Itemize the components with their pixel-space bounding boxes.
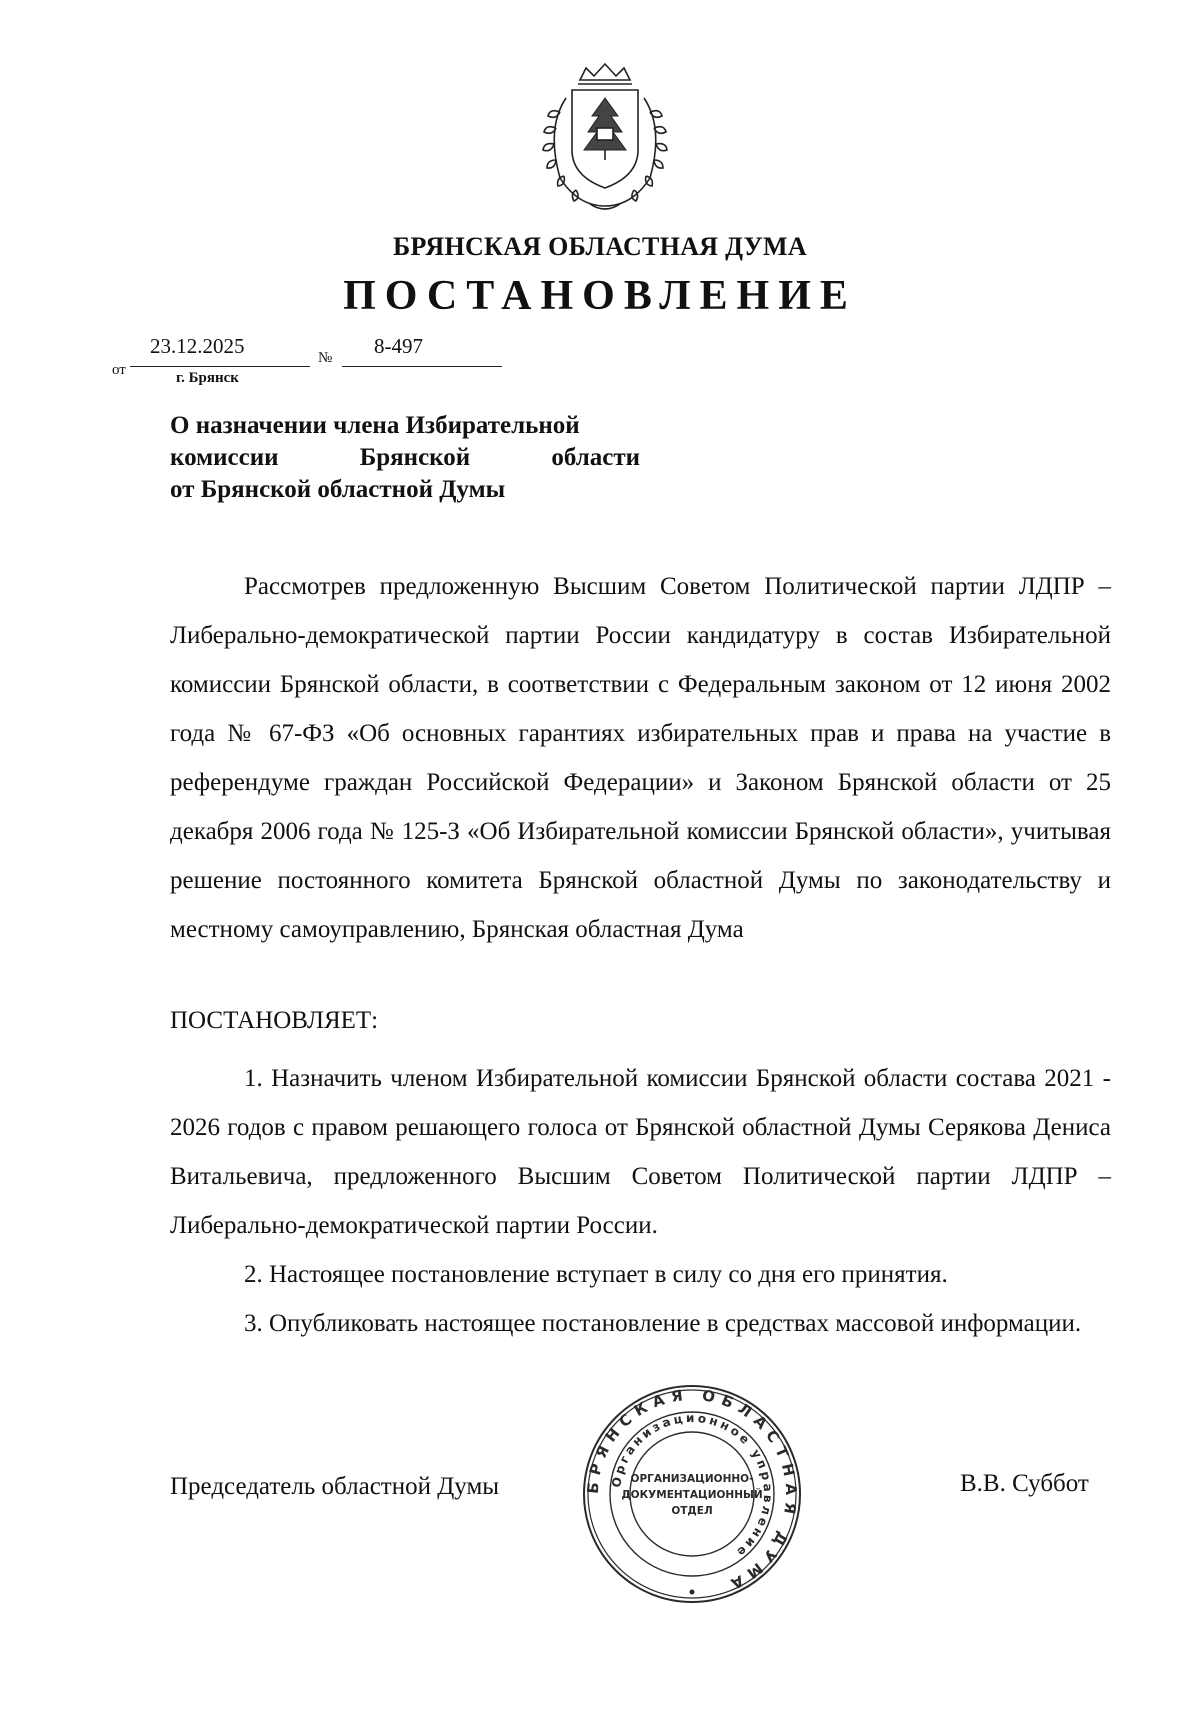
number-prefix: № xyxy=(318,350,333,366)
signatory-role: Председатель областной Думы xyxy=(170,1473,500,1500)
subject-line-3: от Брянской областной Думы xyxy=(170,476,506,503)
document-type-title: ПОСТАНОВЛЕНИЕ xyxy=(343,273,857,319)
document-date: 23.12.2025 xyxy=(150,334,245,358)
decree-word: ПОСТАНОВЛЯЕТ: xyxy=(170,1007,379,1034)
preamble-paragraph: Рассмотрев предложенную Высшим Советом Политической партии ЛДПР – Либерально-демократической партии России кандидатуру в состав Избирательной комиссии Брянской области, в соответствии с Федеральным законом от 12 июня 2002 года № 67-ФЗ «Об основных гарантиях избирательных прав и права на участие в референдуме граждан Российской Федерации» и Законом Брянской области от 25 декабря 2006 года № 125-З «Об Избирательной комиссии Брянской области», учитывая решение постоянного комитета Брянской областной Думы по законодательству и местному самоуправлению, Брянская областная Дума xyxy=(170,573,1111,943)
stamp-center-line-3: ОТДЕЛ xyxy=(671,1505,713,1517)
official-stamp xyxy=(580,1382,804,1606)
decree-items xyxy=(170,1054,1111,1348)
signatory-name: В.В. Суббот xyxy=(960,1470,1089,1497)
date-underline xyxy=(130,366,310,367)
stamp-center-line-2: ДОКУМЕНТАЦИОННЫЙ xyxy=(621,1489,763,1501)
stamp-middle-text: Организационное управление xyxy=(609,1410,776,1562)
subject-heading xyxy=(170,410,640,506)
document-number: 8-497 xyxy=(374,334,423,358)
decree-item-1: 1. Назначить членом Избирательной комиссии Брянской области состава 2021 - 2026 годов с правом решающего голоса от Брянской областной Думы Серякова Дениса Витальевича, предложенного Высшим Советом Политической партии ЛДПР – Либерально-демократической партии России. xyxy=(170,1065,1111,1239)
preamble-block xyxy=(170,562,1111,954)
svg-text:Организационное управление xyxy=(609,1411,775,1561)
coat-of-arms-icon xyxy=(520,58,690,218)
stamp-outer-text: БРЯНСКАЯ ОБЛАСТНАЯ ДУМА xyxy=(583,1385,801,1596)
subject-line-1: О назначении члена Избирательной xyxy=(170,412,580,439)
stamp-center-line-1: ОРГАНИЗАЦИОННО- xyxy=(630,1473,754,1485)
number-underline xyxy=(342,366,502,367)
city-label: г. Брянск xyxy=(176,370,239,386)
subject-line-2: комиссии Брянской области xyxy=(170,444,640,471)
decree-item-2: 2. Настоящее постановление вступает в силу со дня его принятия. xyxy=(244,1261,948,1288)
organization-title: БРЯНСКАЯ ОБЛАСТНАЯ ДУМА xyxy=(393,232,807,261)
decree-item-3: 3. Опубликовать настоящее постановление в средствах массовой информации. xyxy=(244,1310,1082,1337)
date-prefix: от xyxy=(112,362,126,378)
